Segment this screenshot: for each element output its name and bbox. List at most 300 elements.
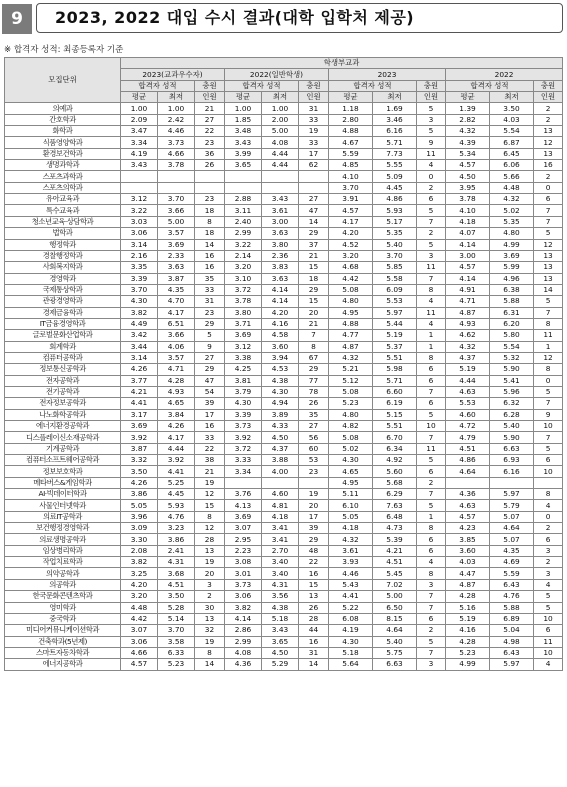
value-cell: 3.80	[225, 307, 262, 318]
value-cell: 6	[417, 545, 446, 556]
value-cell: 0	[534, 511, 563, 522]
value-cell: 3.69	[225, 330, 262, 341]
value-cell: 7	[417, 591, 446, 602]
value-cell: 5	[417, 500, 446, 511]
value-cell: 2	[195, 591, 225, 602]
value-cell: 5.66	[490, 171, 534, 182]
value-cell: 19	[299, 489, 329, 500]
value-cell: 4.80	[329, 409, 373, 420]
avg-header: 평균	[121, 92, 158, 103]
value-cell: 1.39	[446, 103, 490, 114]
value-cell: 5.59	[329, 148, 373, 159]
dept-name-cell: 글로벌문화산업학과	[5, 330, 121, 341]
value-cell: 4.37	[262, 443, 299, 454]
value-cell: 6.09	[373, 284, 417, 295]
value-cell: 2.16	[121, 250, 158, 261]
value-cell: 3.17	[121, 409, 158, 420]
table-row	[5, 216, 563, 227]
value-cell: 1.00	[158, 103, 195, 114]
score-criteria-note: ※ 합격자 성적: 최종등록자 기준	[4, 45, 124, 55]
value-cell: 3.48	[225, 126, 262, 137]
value-cell: 4.42	[329, 273, 373, 284]
value-cell: 5.44	[373, 318, 417, 329]
value-cell: 5.96	[490, 386, 534, 397]
value-cell: 1.85	[225, 114, 262, 125]
value-cell: 4.19	[329, 625, 373, 636]
value-cell: 33	[195, 432, 225, 443]
value-cell: 3.56	[262, 591, 299, 602]
table-row	[5, 114, 563, 125]
value-cell: 6.87	[490, 137, 534, 148]
value-cell: 3.08	[225, 557, 262, 568]
table-row	[5, 182, 563, 193]
value-cell: 3.70	[373, 250, 417, 261]
value-cell: 3.57	[158, 352, 195, 363]
value-cell: 20	[299, 307, 329, 318]
value-cell: 5.53	[373, 296, 417, 307]
value-cell: 4.64	[373, 625, 417, 636]
dept-name-cell: 경영학과	[5, 273, 121, 284]
value-cell: 19	[299, 126, 329, 137]
value-cell: 12	[534, 239, 563, 250]
value-cell: 33	[195, 284, 225, 295]
value-cell: 13	[299, 591, 329, 602]
value-cell: 3.92	[158, 455, 195, 466]
value-cell: 4.51	[373, 557, 417, 568]
value-cell: 6	[534, 625, 563, 636]
value-cell: 4.10	[329, 171, 373, 182]
value-cell: 4.37	[446, 352, 490, 363]
value-cell: 3	[417, 659, 446, 670]
value-cell: 9	[417, 137, 446, 148]
value-cell: 2	[417, 477, 446, 488]
value-cell: 4.99	[446, 659, 490, 670]
value-cell: 6.63	[490, 443, 534, 454]
value-cell: 16	[534, 160, 563, 171]
value-cell: 6.45	[490, 148, 534, 159]
value-cell: 4.26	[121, 364, 158, 375]
value-cell: 14	[195, 239, 225, 250]
value-cell: 4.88	[329, 318, 373, 329]
value-cell: 4.48	[490, 182, 534, 193]
table-row	[5, 239, 563, 250]
value-cell: 4.19	[121, 148, 158, 159]
value-cell: 2	[417, 625, 446, 636]
value-cell: 1.00	[121, 103, 158, 114]
value-cell: 5.35	[373, 228, 417, 239]
value-cell: 4.32	[329, 534, 373, 545]
value-cell: 3.63	[262, 228, 299, 239]
value-cell: 1	[417, 341, 446, 352]
value-cell: 37	[299, 239, 329, 250]
value-cell: 5.93	[158, 500, 195, 511]
value-cell: 3.70	[158, 625, 195, 636]
value-cell: 7	[417, 386, 446, 397]
value-cell: 6	[417, 364, 446, 375]
value-cell: 3.41	[262, 523, 299, 534]
value-cell: 4.08	[262, 137, 299, 148]
score-header: 합격자 성적	[446, 80, 534, 91]
value-cell: 5.05	[121, 500, 158, 511]
value-cell: 3.82	[225, 602, 262, 613]
value-cell: 4.32	[446, 126, 490, 137]
value-cell: 6.63	[373, 659, 417, 670]
value-cell: 29	[299, 284, 329, 295]
value-cell: 4.30	[225, 398, 262, 409]
value-cell: 4.66	[121, 647, 158, 658]
value-cell: 3.41	[262, 534, 299, 545]
value-cell: 4.63	[446, 500, 490, 511]
value-cell: 3.61	[262, 205, 299, 216]
value-cell: 17	[195, 409, 225, 420]
value-cell: 5.19	[373, 330, 417, 341]
table-row	[5, 205, 563, 216]
value-cell: 19	[195, 477, 225, 488]
value-cell: 4.14	[446, 239, 490, 250]
value-cell: 5.40	[373, 636, 417, 647]
value-cell: 4.21	[121, 386, 158, 397]
value-cell: 29	[195, 318, 225, 329]
value-cell: 5.51	[373, 352, 417, 363]
people-header: 인원	[299, 92, 329, 103]
value-cell: 36	[195, 148, 225, 159]
value-cell: 29	[299, 228, 329, 239]
value-cell: 3	[534, 568, 563, 579]
value-cell: 7	[417, 273, 446, 284]
value-cell: 3.69	[158, 239, 195, 250]
value-cell: 4.87	[446, 579, 490, 590]
value-cell: 5.97	[373, 307, 417, 318]
page-number-badge: 9	[2, 4, 32, 34]
table-row	[5, 636, 563, 647]
dept-name-cell: 에너지환경공학과	[5, 421, 121, 432]
value-cell: 77	[299, 375, 329, 386]
value-cell: 18	[195, 228, 225, 239]
value-cell: 23	[299, 466, 329, 477]
value-cell: 3.50	[158, 591, 195, 602]
value-cell: 6.51	[158, 318, 195, 329]
value-cell: 6	[417, 398, 446, 409]
value-cell: 4.14	[446, 273, 490, 284]
table-row	[5, 364, 563, 375]
dept-name-cell: 간호학과	[5, 114, 121, 125]
value-cell: 48	[299, 545, 329, 556]
value-cell: 5.97	[490, 659, 534, 670]
value-cell: 2.70	[262, 545, 299, 556]
value-cell: 5.98	[373, 364, 417, 375]
value-cell: 11	[417, 262, 446, 273]
value-cell: 3.43	[262, 625, 299, 636]
value-cell: 6.89	[490, 613, 534, 624]
value-cell: 3.07	[121, 625, 158, 636]
value-cell: 4.17	[158, 432, 195, 443]
dept-name-cell: 특수교육과	[5, 205, 121, 216]
score-header: 합격자 성적	[329, 80, 417, 91]
value-cell: 5.23	[446, 647, 490, 658]
value-cell: 0	[417, 171, 446, 182]
value-cell: 3.65	[225, 160, 262, 171]
value-cell: 5.34	[446, 148, 490, 159]
value-cell: 3.34	[121, 137, 158, 148]
value-cell: 4.50	[262, 647, 299, 658]
value-cell: 23	[195, 307, 225, 318]
value-cell: 6.32	[490, 398, 534, 409]
value-cell: 4.76	[158, 511, 195, 522]
value-cell: 5	[417, 455, 446, 466]
value-cell: 4.14	[262, 284, 299, 295]
value-cell: 4	[534, 500, 563, 511]
value-cell: 5.54	[490, 126, 534, 137]
dept-name-cell: 에너지공학과	[5, 659, 121, 670]
quota-header: 충원	[299, 80, 329, 91]
table-row	[5, 137, 563, 148]
value-cell: 4.60	[446, 409, 490, 420]
value-cell: 4.87	[329, 341, 373, 352]
value-cell: 5.32	[490, 352, 534, 363]
value-cell: 4	[417, 557, 446, 568]
value-cell: 6.19	[373, 398, 417, 409]
value-cell	[225, 171, 262, 182]
value-cell: 47	[195, 375, 225, 386]
value-cell	[262, 182, 299, 193]
value-cell: 60	[299, 443, 329, 454]
value-cell: 5.18	[329, 647, 373, 658]
value-cell: 3.92	[225, 432, 262, 443]
score-header: 합격자 성적	[225, 80, 299, 91]
value-cell: 2.08	[121, 545, 158, 556]
value-cell: 9	[534, 409, 563, 420]
value-cell: 15	[299, 579, 329, 590]
value-cell: 11	[417, 307, 446, 318]
value-cell: 39	[195, 398, 225, 409]
value-cell: 7.73	[373, 148, 417, 159]
value-cell: 26	[299, 602, 329, 613]
value-cell: 3.12	[225, 341, 262, 352]
value-cell: 2.82	[446, 114, 490, 125]
value-cell: 22	[195, 443, 225, 454]
value-cell: 2	[534, 171, 563, 182]
value-cell: 10	[534, 466, 563, 477]
value-cell: 4.67	[329, 137, 373, 148]
value-cell: 4.20	[262, 307, 299, 318]
value-cell: 4.62	[446, 330, 490, 341]
value-cell: 4.63	[446, 386, 490, 397]
value-cell: 5.55	[373, 160, 417, 171]
value-cell: 26	[299, 398, 329, 409]
value-cell: 4.26	[121, 477, 158, 488]
value-cell: 3.07	[225, 523, 262, 534]
value-cell: 3.83	[262, 262, 299, 273]
dept-name-cell: 나노화학공학과	[5, 409, 121, 420]
value-cell: 3.39	[225, 409, 262, 420]
value-cell: 8	[299, 341, 329, 352]
value-cell: 4.57	[329, 205, 373, 216]
value-cell: 3.22	[225, 239, 262, 250]
value-cell: 2.33	[158, 250, 195, 261]
value-cell: 4.50	[262, 432, 299, 443]
value-cell: 22	[195, 126, 225, 137]
dept-name-cell: 의약공학과	[5, 568, 121, 579]
value-cell: 4.52	[329, 239, 373, 250]
value-cell: 3.82	[121, 557, 158, 568]
value-cell: 8	[417, 284, 446, 295]
dept-name-cell: IT금융경영학과	[5, 318, 121, 329]
value-cell: 3.78	[446, 194, 490, 205]
value-cell	[490, 477, 534, 488]
value-cell: 6.20	[490, 318, 534, 329]
value-cell	[299, 182, 329, 193]
value-cell: 5.79	[490, 500, 534, 511]
table-row	[5, 250, 563, 261]
table-row	[5, 148, 563, 159]
value-cell: 10	[417, 421, 446, 432]
table-row	[5, 432, 563, 443]
table-row	[5, 171, 563, 182]
value-cell: 3.86	[121, 489, 158, 500]
value-cell: 5.02	[490, 205, 534, 216]
value-cell: 3.09	[121, 523, 158, 534]
value-cell: 5.54	[490, 341, 534, 352]
value-cell: 4.47	[446, 568, 490, 579]
value-cell: 13	[534, 148, 563, 159]
value-cell: 13	[195, 613, 225, 624]
value-cell: 5.64	[329, 659, 373, 670]
value-cell: 5.75	[373, 647, 417, 658]
value-cell: 38	[195, 455, 225, 466]
value-cell: 6.16	[490, 466, 534, 477]
table-row	[5, 579, 563, 590]
value-cell: 6.06	[490, 160, 534, 171]
value-cell: 3.88	[262, 455, 299, 466]
value-cell: 5	[534, 228, 563, 239]
value-cell: 3.47	[121, 126, 158, 137]
value-cell: 16	[299, 568, 329, 579]
value-cell: 12	[195, 523, 225, 534]
value-cell: 16	[195, 421, 225, 432]
dept-name-cell: 의료IT공학과	[5, 511, 121, 522]
value-cell: 5.02	[329, 443, 373, 454]
value-cell: 4.17	[329, 216, 373, 227]
value-cell: 6.43	[490, 579, 534, 590]
dept-name-cell: 건축학과(5년제)	[5, 636, 121, 647]
value-cell: 5	[195, 330, 225, 341]
value-cell	[534, 477, 563, 488]
value-cell: 4.57	[121, 659, 158, 670]
value-cell: 4.16	[262, 318, 299, 329]
table-row	[5, 398, 563, 409]
value-cell: 3.91	[329, 194, 373, 205]
year-2023-cc-header: 2023(교과우수자)	[121, 69, 225, 80]
value-cell: 5.17	[373, 216, 417, 227]
value-cell: 5.41	[490, 375, 534, 386]
value-cell: 7	[299, 330, 329, 341]
value-cell: 6.93	[490, 455, 534, 466]
dept-name-cell: 컴퓨터소프트웨어공학과	[5, 455, 121, 466]
dept-name-cell: 사회복지학과	[5, 262, 121, 273]
value-cell: 3.01	[225, 568, 262, 579]
value-cell: 30	[195, 602, 225, 613]
dept-name-cell: 의료생명공학과	[5, 534, 121, 545]
value-cell: 17	[299, 148, 329, 159]
value-cell: 3.87	[158, 273, 195, 284]
value-cell: 14	[299, 216, 329, 227]
value-cell: 4.65	[329, 466, 373, 477]
value-cell: 67	[299, 352, 329, 363]
value-cell: 8	[417, 568, 446, 579]
value-cell	[158, 182, 195, 193]
value-cell: 4.23	[446, 523, 490, 534]
value-cell: 5.08	[329, 386, 373, 397]
value-cell: 5.85	[373, 262, 417, 273]
min-header: 최저	[490, 92, 534, 103]
value-cell: 4.85	[329, 160, 373, 171]
value-cell: 3.00	[446, 250, 490, 261]
quota-header: 충원	[417, 80, 446, 91]
value-cell: 7	[534, 398, 563, 409]
year-2022-header: 2022	[446, 69, 563, 80]
value-cell: 4.03	[490, 114, 534, 125]
value-cell: 56	[299, 432, 329, 443]
value-cell: 5	[534, 386, 563, 397]
value-cell: 4	[534, 579, 563, 590]
value-cell: 5.00	[262, 126, 299, 137]
value-cell: 3.14	[121, 239, 158, 250]
value-cell: 3.68	[158, 568, 195, 579]
value-cell: 4.71	[158, 364, 195, 375]
dept-name-cell: 유아교육과	[5, 194, 121, 205]
value-cell: 3.43	[262, 194, 299, 205]
value-cell: 6.08	[329, 613, 373, 624]
value-cell: 3.43	[225, 137, 262, 148]
value-cell: 4.70	[158, 296, 195, 307]
year-2023-header: 2023	[329, 69, 446, 80]
value-cell	[225, 182, 262, 193]
value-cell: 4.48	[121, 602, 158, 613]
value-cell: 3.85	[446, 534, 490, 545]
dept-name-cell: 전자공학과	[5, 375, 121, 386]
table-row	[5, 228, 563, 239]
dept-name-cell: 경제금융학과	[5, 307, 121, 318]
dept-name-cell: 의공학과	[5, 579, 121, 590]
value-cell: 3.60	[262, 341, 299, 352]
value-cell: 3.11	[225, 205, 262, 216]
value-cell: 4.20	[121, 579, 158, 590]
value-cell: 4.06	[158, 341, 195, 352]
value-cell: 3	[195, 579, 225, 590]
value-cell: 13	[534, 250, 563, 261]
value-cell: 14	[534, 284, 563, 295]
table-row	[5, 625, 563, 636]
avg-header: 평균	[446, 92, 490, 103]
value-cell: 6.28	[490, 409, 534, 420]
value-cell: 44	[299, 625, 329, 636]
value-cell: 3.20	[121, 591, 158, 602]
dept-name-cell: 보건행정경영학과	[5, 523, 121, 534]
value-cell: 4.20	[329, 228, 373, 239]
value-cell: 29	[195, 364, 225, 375]
table-row	[5, 103, 563, 114]
dept-name-cell: 임상병리학과	[5, 545, 121, 556]
value-cell: 4.03	[446, 557, 490, 568]
value-cell: 4.79	[446, 432, 490, 443]
value-cell: 5	[534, 443, 563, 454]
value-cell: 4.76	[490, 591, 534, 602]
value-cell: 3.25	[121, 568, 158, 579]
value-cell: 3.14	[121, 352, 158, 363]
value-cell: 6.38	[490, 284, 534, 295]
value-cell: 3.06	[121, 636, 158, 647]
table-row	[5, 126, 563, 137]
